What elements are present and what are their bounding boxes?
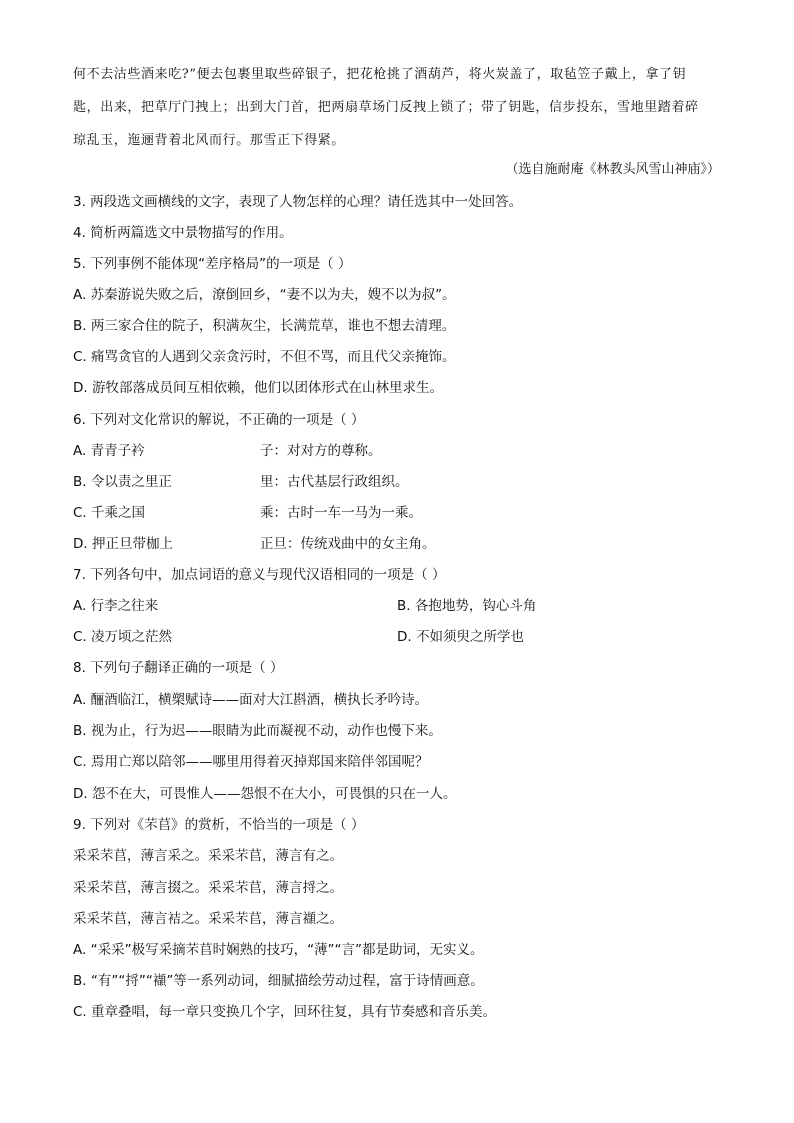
question-9-option-c: C. 重章叠唱，每一章只变换几个字，回环往复，具有节奏感和音乐美。 [73,1004,497,1020]
excerpt-line-2: 匙，出来，把草厅门拽上；出到大门首，把两扇草场门反拽上锁了；带了钥匙，信步投东，雪地里踏着碎 [73,100,699,115]
question-5-option-a: A. 苏秦游说失败之后，潦倒回乡，“妻不以为夫，嫂不以为叔”。 [73,287,456,303]
question-8-option-a: A. 酾酒临江，横槊赋诗——面对大江斟酒，横执长矛吟诗。 [73,692,429,708]
question-9-option-b: B. “有”“捋”“襭”等一系列动词，细腻描绘劳动过程，富于诗情画意。 [73,973,484,989]
question-5-option-b: B. 两三家合住的院子，积满灰尘，长满荒草，谁也不想去清理。 [73,318,456,334]
question-6-option-d: D. 押正旦带枷上 [73,536,173,552]
excerpt-line-3: 琼乱玉，迤逦背着北风而行。那雪正下得紧。 [73,133,346,148]
question-8-stem: 8. 下列句子翻译正确的一项是（ ） [73,660,284,676]
question-7-option-c: C. 凌万顷之茫然 [73,629,173,645]
question-8-option-d: D. 怨不在大，可畏惟人——怨恨不在大小，可畏惧的只在一人。 [73,786,457,802]
poem-line-3: 采采芣苢，薄言袺之。采采芣苢，薄言襭之。 [73,911,343,927]
question-6-option-b: B. 令以责之里正 [73,474,172,490]
question-6-option-a-note: 子：对对方的尊称。 [260,443,382,459]
question-4: 4. 简析两篇选文中景物描写的作用。 [73,225,293,241]
question-9-stem: 9. 下列对《芣苢》的赏析，不恰当的一项是（ ） [73,817,365,833]
question-8-option-c: C. 焉用亡郑以陪邻——哪里用得着灭掉郑国来陪伴邻国呢？ [73,754,429,770]
question-5-stem: 5. 下列事例不能体现“差序格局”的一项是（ ） [73,256,352,272]
question-7-option-b: B. 各抱地势，钩心斗角 [397,598,537,614]
excerpt-source: （选自施耐庵《林教头风雪山神庙》） [505,162,720,177]
question-7-option-a: A. 行李之往来 [73,598,159,614]
question-6-option-c: C. 千乘之国 [73,505,146,521]
poem-line-2: 采采芣苢，薄言掇之。采采芣苢，薄言捋之。 [73,880,343,896]
question-6-option-c-note: 乘：古时一车一马为一乘。 [260,505,422,521]
question-6-option-d-note: 正旦：传统戏曲中的女主角。 [260,536,436,552]
question-8-option-b: B. 视为止，行为迟——眼睛为此而凝视不动，动作也慢下来。 [73,723,442,739]
question-7-option-d: D. 不如须臾之所学也 [397,629,524,645]
question-6-stem: 6. 下列对文化常识的解说，不正确的一项是（ ） [73,412,365,428]
question-5-option-c: C. 痛骂贪官的人遇到父亲贪污时，不但不骂，而且代父亲掩饰。 [73,349,456,365]
poem-line-1: 采采芣苢，薄言采之。采采芣苢，薄言有之。 [73,848,343,864]
question-6-option-b-note: 里：古代基层行政组织。 [260,474,409,490]
question-5-option-d: D. 游牧部落成员间互相依赖，他们以团体形式在山林里求生。 [73,380,443,396]
question-6-option-a: A. 青青子衿 [73,443,145,459]
question-3: 3. 两段选文画横线的文字，表现了人物怎样的心理？请任选其中一处回答。 [73,194,523,210]
question-9-option-a: A. “采采”极写采摘芣苢时娴熟的技巧，“薄”“言”都是助词，无实义。 [73,942,484,958]
question-7-stem: 7. 下列各句中，加点词语的意义与现代汉语相同的一项是（ ） [73,567,446,583]
excerpt-line-1: 何不去沽些酒来吃?”便去包裹里取些碎银子，把花枪挑了酒葫芦，将火炭盖了，取毡笠子戴上，拿了钥 [73,67,687,82]
